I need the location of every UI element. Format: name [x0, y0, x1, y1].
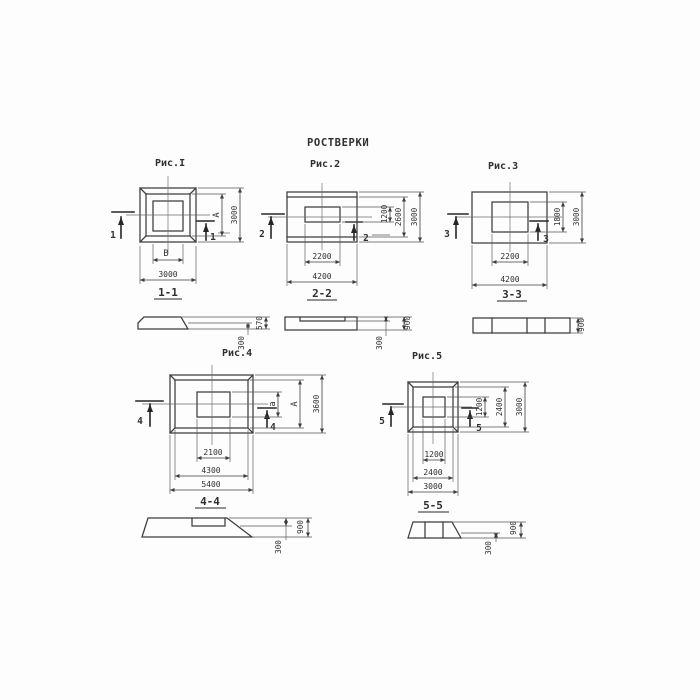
fig4-plan	[136, 348, 326, 508]
fig2-cut-number-left: 2	[259, 229, 265, 240]
fig5-dim-outer-height: 3000	[515, 397, 524, 417]
s55-dim-total: 900	[509, 521, 518, 535]
fig1-cut-number-left: 1	[110, 230, 116, 241]
fig2-dim-mid-height: 2600	[394, 207, 403, 227]
fig5-plan	[379, 351, 529, 512]
s44-profile	[142, 518, 252, 537]
fig5-dim-mid-width: 2400	[423, 468, 443, 477]
fig4-dim-mid-height: А	[290, 401, 300, 407]
fig5-cut-number-inner: 5	[476, 423, 482, 434]
s11-dim-total: 570	[255, 316, 264, 330]
s33-joints	[492, 318, 545, 333]
s22-dim-step: 300	[375, 336, 384, 350]
fig2-section-label: 2-2	[312, 287, 332, 300]
section-3-3	[473, 318, 586, 333]
fig5-dim-mid-height: 2400	[495, 397, 504, 417]
fig3-cut-number-inner: 3	[543, 234, 549, 245]
fig1-title: Рис.I	[155, 158, 186, 169]
s11-profile	[138, 317, 188, 329]
fig2-dim-socket-width: 2200	[312, 252, 332, 261]
fig2-socket-rect	[305, 207, 340, 222]
fig5-centerlines	[390, 372, 472, 444]
fig3-plan	[444, 161, 586, 301]
s33-profile	[473, 318, 570, 333]
s44-dim-total: 900	[296, 520, 305, 534]
fig2-dim-outer-width: 4200	[312, 272, 332, 281]
section-5-5	[408, 521, 526, 555]
fig4-cut-number-inner: 4	[270, 422, 276, 433]
fig1-plan	[110, 158, 244, 299]
s22-profile	[285, 317, 357, 330]
s11-dim-edge: 300	[237, 336, 246, 350]
s33-dim-total: 900	[577, 318, 586, 332]
s55-profile	[408, 522, 461, 538]
fig2-title: Рис.2	[310, 159, 341, 170]
fig4-section-label: 4-4	[200, 495, 220, 508]
fig4-title: Рис.4	[222, 348, 253, 359]
fig1-dim-socket-width: В	[163, 249, 169, 259]
fig1-centerlines	[126, 176, 210, 254]
fig5-dim-socket-height: 1200	[475, 397, 484, 417]
fig3-dim-outer-height: 3000	[572, 207, 581, 227]
s22-leaders	[345, 317, 412, 336]
s22-dim-total: 900	[403, 316, 412, 330]
fig5-title: Рис.5	[412, 351, 443, 362]
fig3-dim-outer-width: 4200	[500, 275, 520, 284]
fig5-section-label: 5-5	[423, 499, 443, 512]
fig4-dim-outer-height: 3600	[312, 394, 321, 414]
section-1-1	[138, 316, 270, 350]
fig4-dim-socket-width: 2100	[203, 448, 223, 457]
fig1-dim-outer-height: 3000	[230, 205, 239, 225]
fig5-dim-outer-width: 3000	[423, 482, 443, 491]
fig4-dim-mid-width: 4300	[201, 466, 221, 475]
fig3-outer-rect	[472, 192, 547, 243]
fig3-cut-number-left: 3	[444, 229, 450, 240]
s55-dim-step: 300	[484, 541, 493, 555]
fig4-dim-outer-width: 5400	[201, 480, 221, 489]
fig3-title: Рис.3	[488, 161, 519, 172]
fig2-cut-number-inner: 2	[363, 233, 369, 244]
sheet-title: РОСТВЕРКИ	[307, 137, 370, 149]
fig4-dim-socket-height: а	[268, 401, 278, 407]
fig1-cut-number-inner: 1	[210, 232, 216, 243]
fig5-dim-socket-width: 1200	[424, 450, 444, 459]
fig4-socket-rect	[197, 392, 230, 417]
fig2-dim-outer-height: 3000	[410, 207, 419, 227]
s44-dim-step: 300	[274, 540, 283, 554]
section-4-4	[142, 518, 312, 554]
s55-joints	[425, 522, 443, 538]
fig2-dim-socket-height: 1200	[380, 204, 389, 224]
fig2-plan	[259, 159, 424, 300]
fig3-section-label: 3-3	[502, 288, 522, 301]
fig5-cut-number-left: 5	[379, 416, 385, 427]
s44-step	[192, 518, 225, 526]
fig4-cut-number-left: 4	[137, 416, 143, 427]
section-2-2	[285, 316, 412, 350]
fig1-section-label: 1-1	[158, 286, 178, 299]
fig3-dim-socket-height: 1800	[553, 207, 562, 227]
fig1-dim-socket-height: A	[212, 212, 222, 218]
fig3-dim-socket-width: 2200	[500, 252, 520, 261]
fig1-dim-outer-width: 3000	[158, 270, 178, 279]
